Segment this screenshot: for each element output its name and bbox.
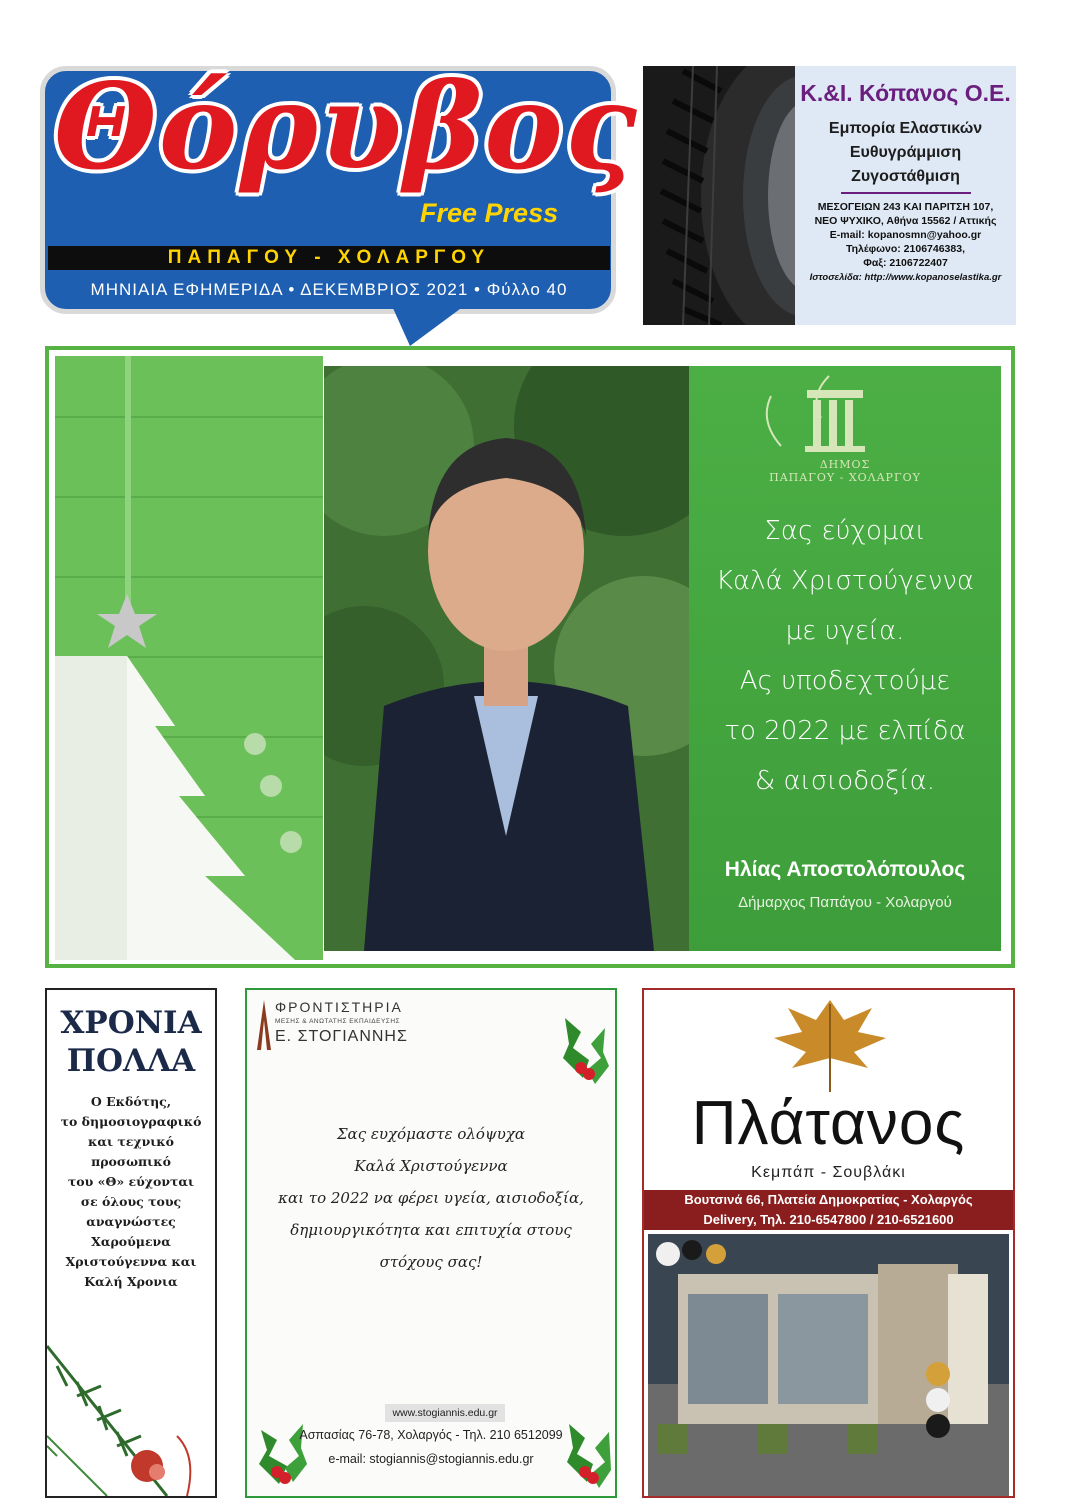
text-line: Καλή Χρονια [84, 1274, 178, 1289]
tutoring-website: www.stogiannis.edu.gr [385, 1404, 505, 1422]
text-line: προσωπικό [91, 1154, 171, 1169]
publisher-greeting-text [47, 1092, 215, 1292]
masthead [40, 57, 639, 328]
mayor-name: Ηλίας Αποστολόπουλος [724, 858, 966, 881]
holly-icon [555, 1008, 611, 1088]
tutoring-email: e-mail: stogiannis@stogiannis.edu.gr [328, 1452, 534, 1466]
tutoring-address: Ασπασίας 76-78, Χολαργός - Τηλ. 210 6512099 [299, 1428, 563, 1442]
greeting-line: δημιουργικότητα και επιτυχία στους [290, 1221, 572, 1239]
pine-branch-decoration [47, 1286, 215, 1496]
publisher-greeting-title [47, 1004, 215, 1080]
address-line: ΜΕΣΟΓΕΙΩΝ 243 ΚΑΙ ΠΑΡΙΤΣΗ 107, [817, 201, 994, 213]
text-line: και τεχνικό [87, 1134, 175, 1149]
fax: Φαξ: 2106722407 [863, 257, 948, 269]
greeting-line: το 2022 με ελπίδα [724, 716, 966, 746]
tyre-shop-ad [643, 66, 1016, 325]
tutoring-logo [255, 996, 455, 1050]
region-band: ΠΑΠΑΓΟΥ - ΧΟΛΑΡΓΟΥ [48, 246, 610, 270]
greeting-line: Καλά Χριστούγεννα [354, 1157, 508, 1175]
greeting-line: Καλά Χριστούγεννα [715, 566, 975, 596]
greeting-line: Ας υποδεχτούμε [739, 666, 951, 696]
text-line: Ο Εκδότης, [90, 1094, 172, 1109]
greeting-line: & αισιοδοξία. [755, 766, 935, 796]
restaurant-delivery: Delivery, Τηλ. 210-6547800 / 210-6521600 [703, 1212, 954, 1227]
restaurant-address: Βουτσινά 66, Πλατεία Δημοκρατίας - Χολαργός [684, 1192, 973, 1207]
phone: Τηλέφωνο: 2106746383, [846, 243, 965, 255]
text-line: του «Θ» εύχονται [67, 1174, 195, 1189]
municipality-label: ΔΗΜΟΣ [819, 458, 871, 471]
mayor-greeting-ad [45, 346, 1015, 968]
restaurant-name: Πλάτανος [691, 1089, 966, 1158]
greeting-line: στόχους σας! [379, 1253, 483, 1271]
text-line: το δημοσιογραφικό [60, 1114, 202, 1129]
publisher-greeting-ad [45, 988, 217, 1498]
mayor-photo [324, 366, 689, 951]
title-line: ΠΟΛΛΑ [66, 1043, 196, 1079]
restaurant-contact-band [644, 1190, 1013, 1230]
mayor-title: Δήμαρχος Παπάγου - Χολαργού [738, 894, 952, 911]
free-press-label: Free Press [420, 198, 559, 228]
tutoring-name: Ε. ΣΤΟΓΙΑΝΝΗΣ [275, 1028, 408, 1045]
service-item: Εμπορία Ελαστικών [828, 120, 983, 137]
address-line: ΝΕΟ ΨΥΧΙΚΟ, Αθήνα 15562 / Αττικής [814, 215, 997, 227]
restaurant-subtitle: Κεμπάπ - Σουβλάκι [751, 1164, 906, 1181]
greeting-line: Σας ευχόμαστε ολόψυχα [336, 1125, 526, 1143]
tutoring-greeting [247, 1118, 615, 1278]
email: E-mail: kopanosmn@yahoo.gr [829, 229, 982, 241]
text-line: Χριστούγεννα και [65, 1254, 197, 1269]
greeting-line: και το 2022 να φέρει υγεία, αισιοδοξία, [278, 1189, 584, 1207]
greeting-line: Σας εύχομαι [764, 516, 926, 546]
greeting-panel [689, 366, 1001, 951]
tyre-company-name: Κ.&Ι. Κόπανος Ο.Ε. [800, 80, 1011, 106]
municipality-logo [689, 366, 1001, 466]
service-item: Ζυγοστάθμιση [851, 168, 960, 185]
logo-mark-icon [255, 996, 273, 1050]
greeting-line: με υγεία. [785, 616, 905, 646]
website: Ιστοσελίδα: http://www.kopanoselastika.gr [809, 272, 1002, 283]
restaurant-photo [648, 1234, 1009, 1496]
holly-icon [563, 1410, 613, 1490]
tutoring-label: ΦΡΟΝΤΙΣΤΗΡΙΑ [275, 999, 403, 1015]
plane-leaf-icon [770, 998, 890, 1094]
tyre-image [643, 66, 795, 325]
tyre-services [795, 117, 1016, 189]
service-item: Ευθυγράμμιση [849, 144, 962, 161]
issue-info: ΜΗΝΙΑΙΑ ΕΦΗΜΕΡΙΔΑ • ΔΕΚΕΜΒΡΙΟΣ 2021 • Φύλλο 40 [90, 280, 568, 299]
text-line: αναγνώστες [86, 1214, 176, 1229]
tyre-shop-info [795, 66, 1016, 325]
holly-icon [255, 1410, 311, 1490]
tyre-contact [795, 200, 1016, 270]
restaurant-ad [642, 988, 1015, 1498]
masthead-bubble-tail [392, 306, 464, 346]
text-line: σε όλους τους [80, 1194, 182, 1209]
municipality-label: ΠΑΠΑΓΟΥ - ΧΟΛΑΡΓΟΥ [769, 471, 921, 484]
title-line: ΧΡΟΝΙΑ [60, 1005, 202, 1041]
text-line: Χαρούμενα [91, 1234, 171, 1249]
christmas-tree-panel [55, 356, 323, 960]
newspaper-title: Θόρυβος [54, 57, 639, 196]
greeting-text [689, 506, 1001, 806]
tutoring-school-ad [245, 988, 617, 1498]
municipality-name [689, 458, 1001, 484]
divider [841, 192, 971, 194]
tutoring-level: ΜΕΣΗΣ & ΑΝΩΤΑΤΗΣ ΕΚΠΑΙΔΕΥΣΗΣ [275, 1018, 401, 1025]
